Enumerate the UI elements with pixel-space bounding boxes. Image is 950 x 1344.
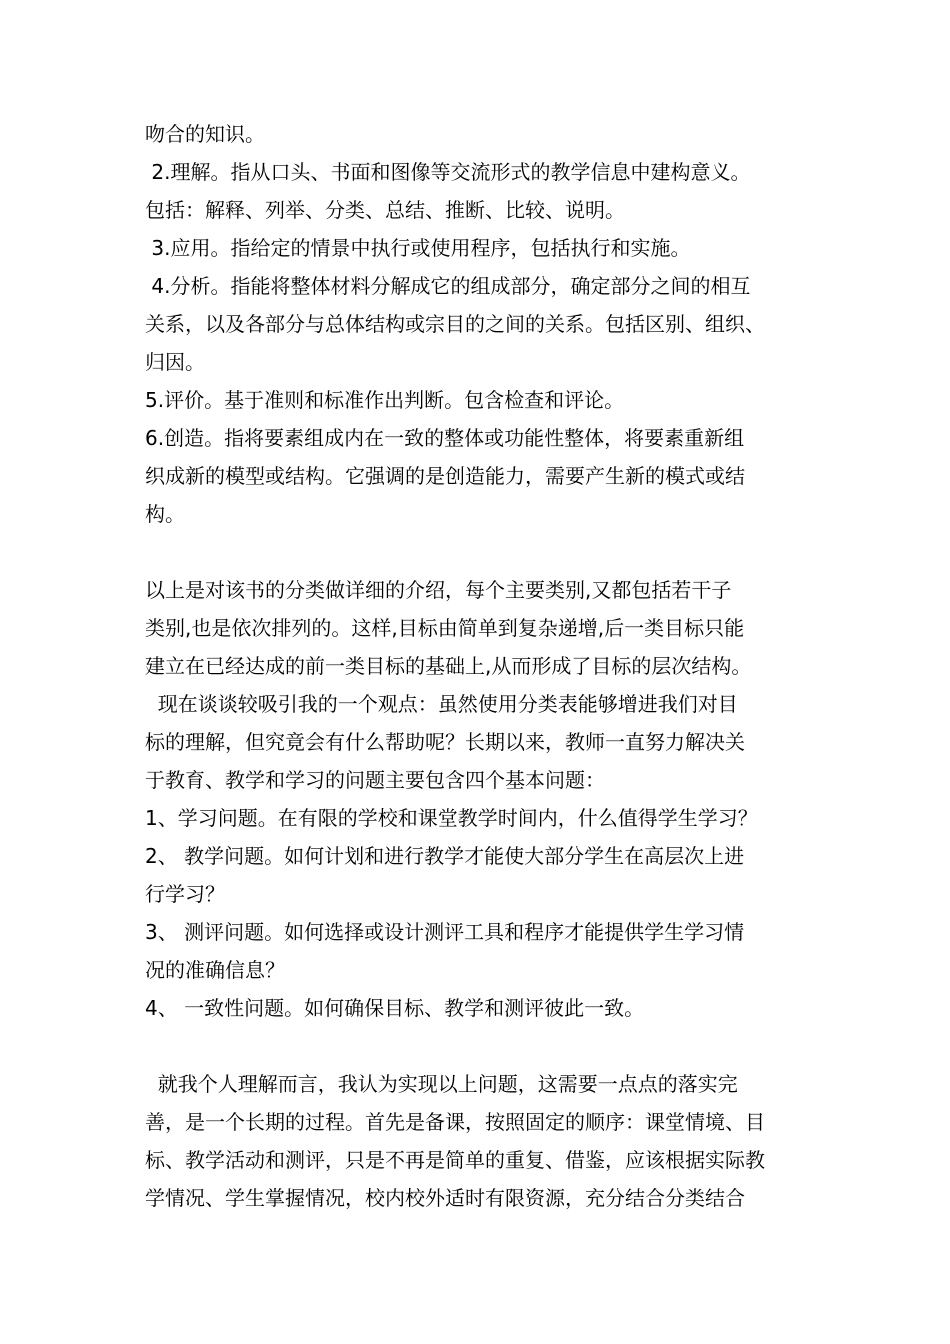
text-line: 1、学习问题。在有限的学校和课堂教学时间内，什么值得学生学习？ xyxy=(145,806,758,830)
text-line: 2、 教学问题。如何计划和进行教学才能使大部分学生在高层次上进 xyxy=(145,844,745,868)
text-line: 3.应用。指给定的情景中执行或使用程序，包括执行和实施。 xyxy=(145,236,691,260)
text-line: 就我个人理解而言，我认为实现以上问题，这需要一点点的落实完 xyxy=(145,1072,738,1096)
text-line: 类别,也是依次排列的。这样,目标由简单到复杂递增,后一类目标只能 xyxy=(145,616,745,640)
blank-line xyxy=(145,1027,815,1065)
text-line: 以上是对该书的分类做详细的介绍，每个主要类别,又都包括若干子 xyxy=(145,578,732,602)
text-line: 构。 xyxy=(145,502,185,526)
text-line: 建立在已经达成的前一类目标的基础上,从而形成了目标的层次结构。 xyxy=(145,654,752,678)
text-line: 况的准确信息？ xyxy=(145,958,285,982)
blank-line xyxy=(145,533,815,571)
text-line: 4、 一致性问题。如何确保目标、教学和测评彼此一致。 xyxy=(145,996,645,1020)
text-line: 关系，以及各部分与总体结构或宗目的之间的关系。包括区别、组织、 xyxy=(145,312,765,336)
text-line: 织成新的模型或结构。它强调的是创造能力，需要产生新的模式或结 xyxy=(145,464,745,488)
text-line: 2.理解。指从口头、书面和图像等交流形式的教学信息中建构意义。 xyxy=(145,160,751,184)
text-line: 5.评价。基于准则和标准作出判断。包含检查和评论。 xyxy=(145,388,625,412)
text-line: 学情况、学生掌握情况，校内校外适时有限资源，充分结合分类结合 xyxy=(145,1186,745,1210)
text-line: 6.创造。指将要素组成内在一致的整体或功能性整体，将要素重新组 xyxy=(145,426,745,450)
text-line: 于教育、教学和学习的问题主要包含四个基本问题： xyxy=(145,768,605,792)
text-line: 标、教学活动和测评，只是不再是简单的重复、借鉴，应该根据实际教 xyxy=(145,1148,765,1172)
text-line: 4.分析。指能将整体材料分解成它的组成部分，确定部分之间的相互 xyxy=(145,274,751,298)
text-line: 吻合的知识。 xyxy=(145,122,265,146)
text-line: 现在谈谈较吸引我的一个观点：虽然使用分类表能够增进我们对目 xyxy=(145,692,738,716)
text-line: 行学习？ xyxy=(145,882,225,906)
body-text xyxy=(145,115,815,1217)
text-line: 标的理解，但究竟会有什么帮助呢？长期以来，教师一直努力解决关 xyxy=(145,730,745,754)
text-line: 善，是一个长期的过程。首先是备课，按照固定的顺序：课堂情境、目 xyxy=(145,1110,765,1134)
text-line: 3、 测评问题。如何选择或设计测评工具和程序才能提供学生学习情 xyxy=(145,920,745,944)
text-line: 归因。 xyxy=(145,350,205,374)
text-line: 包括：解释、列举、分类、总结、推断、比较、说明。 xyxy=(145,198,625,222)
